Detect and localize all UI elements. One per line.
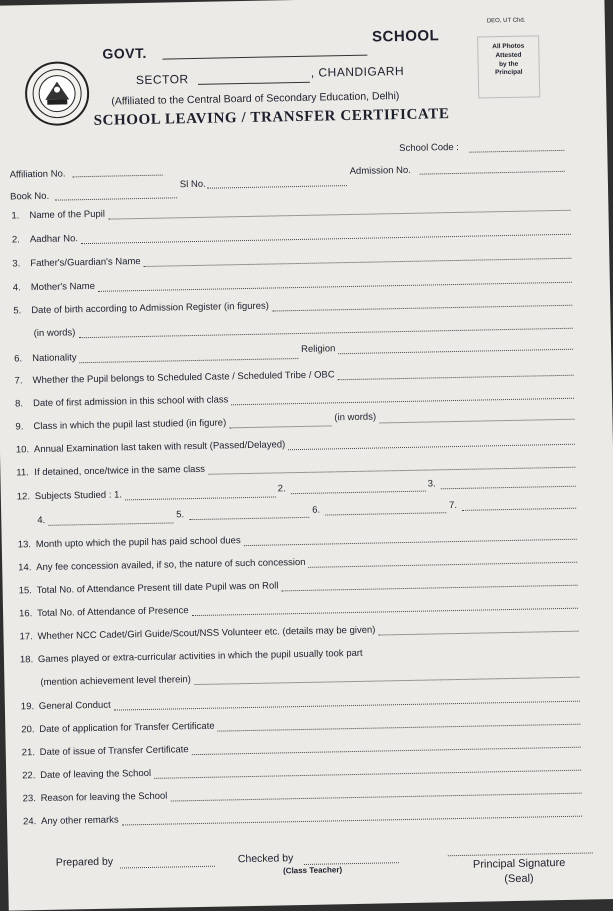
affiliation-text: (Affiliated to the Central Board of Secondary Education, Delhi): [111, 90, 400, 108]
affiliation-no-label: Affiliation No.: [9, 168, 66, 181]
city-label: , CHANDIGARH: [310, 63, 405, 80]
field-number: 20.: [21, 724, 35, 736]
subject-number: 2.: [277, 483, 286, 495]
photo-attestation-box: [477, 35, 540, 98]
school-emblem-logo: [22, 59, 91, 128]
photo-box-line: by the: [498, 60, 519, 68]
fill-in-line[interactable]: [338, 349, 573, 355]
photo-box-line: All Photos: [492, 42, 525, 51]
fill-in-line[interactable]: [441, 486, 576, 490]
sl-no-line[interactable]: [207, 185, 347, 189]
field-label: Month upto which the pupil has paid school dues: [35, 535, 241, 551]
fill-in-line[interactable]: [379, 419, 574, 424]
fill-in-line[interactable]: [79, 358, 298, 363]
fill-in-line[interactable]: [79, 328, 573, 338]
field-number: 13.: [17, 539, 32, 551]
fill-in-line[interactable]: [125, 496, 276, 500]
field-label: Aadhar No.: [29, 233, 79, 246]
fill-in-line[interactable]: [462, 508, 576, 511]
field-label: Whether NCC Cadet/Girl Guide/Scout/NSS Volunteer etc. (details may be given): [37, 624, 376, 643]
field-label: (in words): [33, 327, 76, 340]
principal-signature-line[interactable]: [448, 852, 593, 856]
admission-no-label: Admission No.: [349, 164, 412, 177]
field-label: Date of birth according to Admission Register (in figures): [31, 300, 269, 317]
field-number: 5.: [13, 305, 22, 317]
field-number: 18.: [19, 654, 34, 666]
fill-in-line[interactable]: [379, 631, 579, 636]
principal-signature-label: Principal Signature: [472, 856, 566, 871]
subject-number: 3.: [427, 478, 436, 490]
sector-label: SECTOR: [135, 72, 189, 88]
field-number: 21.: [21, 747, 36, 759]
field-number: 10.: [15, 444, 30, 456]
field-number: 12.: [16, 491, 31, 503]
field-label: Date of issue of Transfer Certificate: [39, 744, 189, 759]
field-label: Any other remarks: [40, 814, 119, 828]
photo-box-line: Attested: [495, 51, 522, 59]
fill-in-line[interactable]: [122, 816, 582, 826]
admission-no-line[interactable]: [420, 171, 565, 175]
field-number: 9.: [15, 421, 24, 433]
fill-in-line[interactable]: [217, 724, 580, 732]
sector-line: [198, 82, 310, 85]
subject-number: 7.: [448, 499, 458, 512]
field-number: 19.: [20, 701, 35, 713]
school-label: SCHOOL: [371, 27, 440, 46]
fill-in-line[interactable]: [288, 444, 575, 451]
field-number: 7.: [14, 375, 23, 387]
field-label: (mention achievement level therein): [40, 674, 191, 689]
sl-no-label: Sl No.: [179, 178, 206, 191]
fill-in-line[interactable]: [154, 770, 581, 779]
field-number: 3.: [12, 258, 21, 270]
fill-in-line[interactable]: [171, 793, 582, 802]
fill-in-line[interactable]: [194, 677, 579, 685]
field-label: Name of the Pupil: [29, 208, 106, 222]
seal-label: (Seal): [504, 872, 534, 886]
field-label: 4.: [37, 514, 46, 527]
prepared-by-line[interactable]: [120, 866, 215, 869]
field-label: Total No. of Attendance Present till date Pupil was on Roll: [36, 580, 279, 597]
subject-number: 6.: [312, 504, 321, 516]
field-number: 2.: [11, 234, 20, 246]
field-label: Date of application for Transfer Certificate: [39, 720, 215, 736]
field-number: 4.: [12, 282, 21, 294]
field-label: Date of first admission in this school with class: [32, 394, 229, 410]
fill-in-line[interactable]: [143, 258, 571, 267]
field-label: Total No. of Attendance of Presence: [36, 605, 189, 620]
field-number: 15.: [18, 585, 32, 597]
field-number: 8.: [14, 398, 24, 410]
field-label: Class in which the pupil last studied (in figure): [33, 417, 227, 433]
school-code-line[interactable]: [469, 150, 564, 153]
subject-number: 5.: [176, 509, 185, 521]
field-extra-label: Religion: [300, 343, 336, 355]
fill-in-line[interactable]: [81, 234, 571, 244]
fill-in-line[interactable]: [230, 425, 332, 428]
book-no-line[interactable]: [55, 197, 177, 200]
class-teacher-label: (Class Teacher): [282, 865, 343, 876]
school-code-label: School Code :: [399, 141, 460, 155]
fill-in-line[interactable]: [272, 305, 572, 312]
field-label: Father's/Guardian's Name: [30, 256, 141, 270]
school-name-line: [162, 55, 367, 60]
govt-label: GOVT.: [102, 44, 148, 62]
fill-in-line[interactable]: [244, 539, 577, 546]
field-label: Whether the Pupil belongs to Scheduled Caste / Scheduled Tribe / OBC: [32, 369, 335, 387]
fill-in-line[interactable]: [98, 282, 572, 292]
field-number: 11.: [16, 467, 30, 479]
field-number: 17.: [19, 631, 33, 643]
fill-in-line[interactable]: [325, 512, 446, 515]
fill-in-line[interactable]: [192, 608, 578, 616]
field-extra-label: (in words): [334, 411, 377, 424]
field-label: If detained, once/twice in the same class: [34, 463, 206, 479]
fill-in-line[interactable]: [192, 747, 581, 755]
field-number: 14.: [18, 562, 32, 574]
fill-in-line[interactable]: [291, 491, 426, 495]
fill-in-line[interactable]: [48, 522, 173, 525]
affiliation-no-line[interactable]: [73, 175, 163, 178]
field-label: Date of leaving the School: [40, 767, 152, 782]
checked-by-line[interactable]: [304, 862, 399, 865]
field-label: General Conduct: [38, 699, 111, 713]
book-no-label: Book No.: [9, 190, 50, 203]
field-number: 6.: [14, 353, 23, 365]
fill-in-line[interactable]: [208, 467, 575, 475]
checked-by-label: Checked by: [237, 852, 294, 866]
fill-in-line[interactable]: [338, 375, 574, 381]
field-label: Games played or extra-curricular activities in which the pupil usually took part: [37, 647, 363, 666]
field-number: 16.: [18, 608, 33, 620]
prepared-by-label: Prepared by: [55, 855, 114, 869]
field-label: Nationality: [32, 352, 77, 365]
corner-note: DEO, UT Chd.: [486, 17, 526, 25]
field-number: 23.: [22, 793, 36, 805]
fill-in-line[interactable]: [231, 398, 574, 406]
fill-in-line[interactable]: [114, 701, 580, 711]
field-label: Reason for leaving the School: [40, 790, 168, 805]
field-label: Any fee concession availed, if so, the nature of such concession: [36, 556, 306, 574]
fill-in-line[interactable]: [109, 210, 571, 220]
field-label: Mother's Name: [30, 280, 96, 294]
fill-in-line[interactable]: [189, 517, 309, 520]
fill-in-line[interactable]: [282, 585, 578, 592]
field-number: 1.: [11, 210, 20, 222]
field-label: Annual Examination last taken with result (Passed/Delayed): [33, 439, 286, 456]
photo-box-line: Principal: [494, 68, 523, 77]
fill-in-line[interactable]: [308, 562, 577, 568]
field-label: Subjects Studied : 1.: [34, 489, 123, 503]
field-number: 22.: [22, 770, 36, 782]
field-number: 24.: [22, 816, 37, 828]
certificate-title: SCHOOL LEAVING / TRANSFER CERTIFICATE: [93, 106, 450, 129]
